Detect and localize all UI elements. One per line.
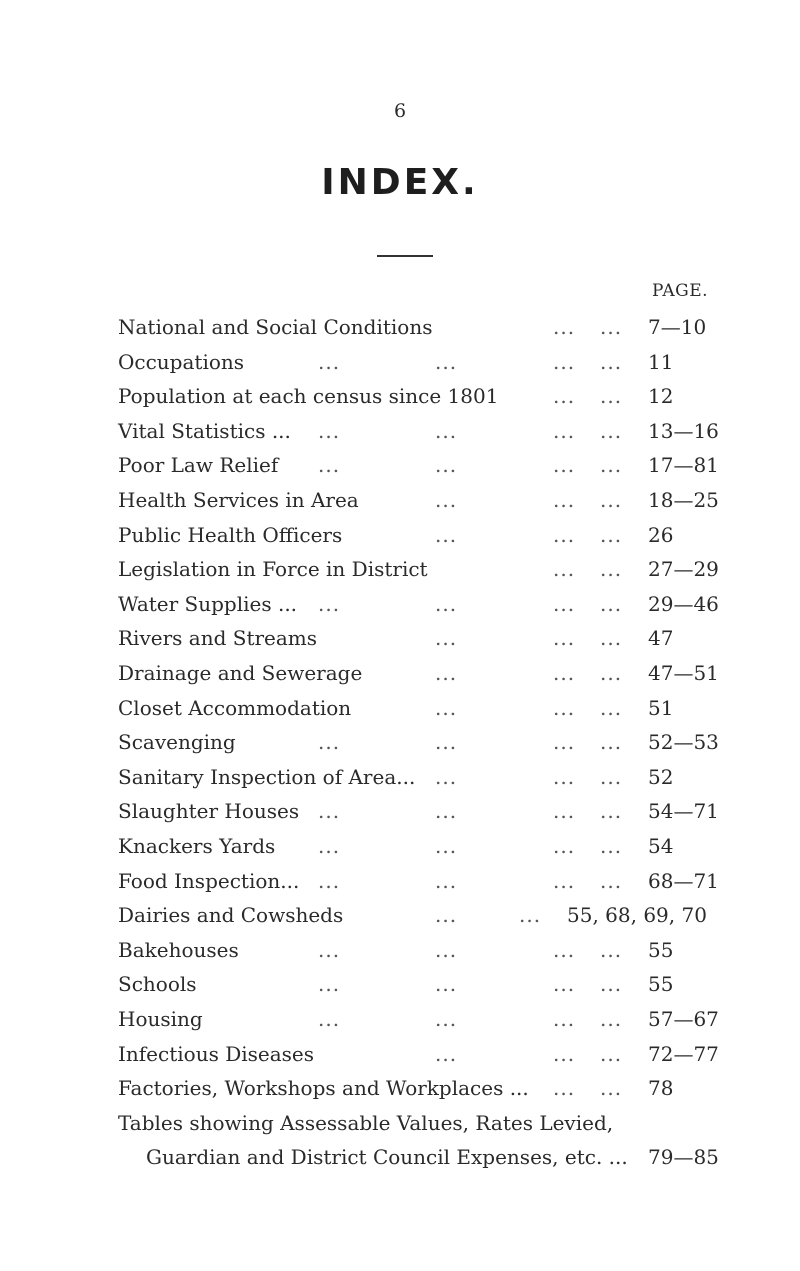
index-entry-label: Drainage and Sewerage bbox=[118, 661, 363, 685]
index-entry bbox=[0, 658, 800, 688]
index-entry bbox=[0, 347, 800, 377]
index-entry-page: 26 bbox=[648, 522, 674, 547]
dot-leader: ... bbox=[600, 1007, 623, 1031]
dot-leader: ... bbox=[318, 730, 341, 755]
index-entry-page: 18—25 bbox=[648, 488, 719, 512]
dot-leader: ... bbox=[600, 488, 623, 512]
index-entry-page: 11 bbox=[648, 349, 674, 374]
dot-leader: ... bbox=[600, 591, 623, 616]
dot-leader: ... bbox=[600, 626, 623, 651]
index-entry-page: 79—85 bbox=[648, 1145, 719, 1170]
index-entry bbox=[0, 381, 800, 411]
index-entry-label: Occupations bbox=[118, 349, 245, 374]
dot-leader: ... bbox=[600, 972, 623, 997]
dot-leader: ... bbox=[553, 1041, 576, 1066]
index-entry-label: Rivers and Streams bbox=[118, 626, 318, 651]
dot-leader: ... bbox=[435, 418, 458, 443]
dot-leader: ... bbox=[600, 384, 623, 409]
index-entry-page: 55 bbox=[648, 937, 674, 962]
index-entry bbox=[0, 900, 800, 930]
index-entry bbox=[0, 312, 800, 342]
dot-leader: ... bbox=[600, 764, 623, 789]
index-entry bbox=[0, 727, 800, 757]
dot-leader: ... bbox=[435, 1007, 458, 1031]
dot-leader: ... bbox=[553, 730, 576, 755]
dot-leader: ... bbox=[435, 488, 458, 512]
index-entry bbox=[0, 1004, 800, 1034]
dot-leader: ... bbox=[435, 834, 458, 858]
index-entry bbox=[0, 1073, 800, 1103]
dot-leader: ... bbox=[435, 349, 458, 374]
index-entry-page: 72—77 bbox=[648, 1041, 719, 1066]
dot-leader: ... bbox=[553, 1076, 576, 1101]
dot-leader: ... bbox=[553, 591, 576, 616]
dot-leader: ... bbox=[435, 903, 458, 928]
dot-leader: ... bbox=[435, 937, 458, 962]
dot-leader: ... bbox=[553, 453, 576, 478]
index-entry-label: Slaughter Houses bbox=[118, 799, 300, 824]
dot-leader: ... bbox=[600, 315, 623, 339]
index-entry bbox=[0, 762, 800, 792]
index-entry bbox=[0, 866, 800, 896]
index-entry-label: Food Inspection... bbox=[118, 868, 300, 893]
index-entry bbox=[0, 1108, 800, 1138]
index-entry-label: Health Services in Area bbox=[118, 488, 359, 512]
dot-leader: ... bbox=[600, 695, 623, 720]
page-column-header: PAGE. bbox=[651, 281, 709, 301]
index-entry-page: 68—71 bbox=[648, 868, 719, 893]
index-entry-label: Public Health Officers bbox=[118, 522, 343, 547]
dot-leader: ... bbox=[553, 1007, 576, 1031]
dot-leader: ... bbox=[318, 799, 341, 824]
dot-leader: ... bbox=[318, 937, 341, 962]
dot-leader: ... bbox=[553, 315, 576, 339]
dot-leader: ... bbox=[553, 868, 576, 893]
dot-leader: ... bbox=[318, 453, 341, 478]
dot-leader: ... bbox=[600, 730, 623, 755]
page-number: 6 bbox=[393, 100, 407, 122]
dot-leader: ... bbox=[600, 418, 623, 443]
dot-leader: ... bbox=[553, 418, 576, 443]
index-entry-label: Bakehouses bbox=[118, 937, 239, 962]
title-divider bbox=[377, 255, 433, 257]
dot-leader: ... bbox=[553, 695, 576, 720]
dot-leader: ... bbox=[553, 522, 576, 547]
index-entry-label: Sanitary Inspection of Area... bbox=[118, 764, 416, 789]
dot-leader: ... bbox=[435, 868, 458, 893]
index-entry-page: 57—67 bbox=[648, 1007, 719, 1031]
dot-leader: ... bbox=[318, 591, 341, 616]
index-entry bbox=[0, 1142, 800, 1172]
dot-leader: ... bbox=[435, 730, 458, 755]
index-entry-page: 55, 68, 69, 70 bbox=[567, 903, 707, 928]
dot-leader: ... bbox=[435, 799, 458, 824]
index-entry-page: 27—29 bbox=[648, 557, 719, 582]
dot-leader: ... bbox=[600, 661, 623, 685]
index-entry-page: 55 bbox=[648, 972, 674, 997]
index-entry bbox=[0, 693, 800, 723]
index-entry-label: Infectious Diseases bbox=[118, 1041, 315, 1066]
index-entry-page: 47—51 bbox=[648, 661, 719, 685]
dot-leader: ... bbox=[553, 557, 576, 582]
index-entry-label: Scavenging bbox=[118, 730, 236, 755]
index-entry-label: Schools bbox=[118, 972, 197, 997]
index-entry bbox=[0, 589, 800, 619]
index-entry-label: Tables showing Assessable Values, Rates Levied, bbox=[118, 1110, 614, 1135]
dot-leader: ... bbox=[553, 384, 576, 409]
index-entry-page: 52—53 bbox=[648, 730, 719, 755]
index-entry bbox=[0, 1039, 800, 1069]
dot-leader: ... bbox=[519, 903, 542, 928]
index-entry bbox=[0, 935, 800, 965]
dot-leader: ... bbox=[318, 972, 341, 997]
dot-leader: ... bbox=[435, 522, 458, 547]
index-entry-label: Closet Accommodation bbox=[118, 695, 352, 720]
index-entry bbox=[0, 520, 800, 550]
index-entry bbox=[0, 450, 800, 480]
index-entry-label: National and Social Conditions bbox=[118, 315, 433, 339]
dot-leader: ... bbox=[553, 661, 576, 685]
index-entry-label: Poor Law Relief bbox=[118, 453, 279, 478]
dot-leader: ... bbox=[435, 626, 458, 651]
dot-leader: ... bbox=[553, 937, 576, 962]
dot-leader: ... bbox=[600, 349, 623, 374]
dot-leader: ... bbox=[318, 349, 341, 374]
dot-leader: ... bbox=[553, 764, 576, 789]
dot-leader: ... bbox=[600, 868, 623, 893]
index-entry bbox=[0, 831, 800, 861]
index-entry bbox=[0, 969, 800, 999]
index-entry-page: 7—10 bbox=[648, 315, 707, 339]
index-entry-page: 13—16 bbox=[648, 418, 719, 443]
index-entry-label: Guardian and District Council Expenses, etc. ... bbox=[146, 1145, 628, 1170]
index-entry bbox=[0, 796, 800, 826]
dot-leader: ... bbox=[435, 453, 458, 478]
index-entry-label: Water Supplies ... bbox=[118, 591, 298, 616]
index-entry-page: 78 bbox=[648, 1076, 674, 1101]
dot-leader: ... bbox=[600, 1041, 623, 1066]
index-entry-page: 29—46 bbox=[648, 591, 719, 616]
index-entry-label: Housing bbox=[118, 1007, 203, 1031]
dot-leader: ... bbox=[600, 557, 623, 582]
index-entry-page: 52 bbox=[648, 764, 674, 789]
dot-leader: ... bbox=[435, 591, 458, 616]
dot-leader: ... bbox=[318, 868, 341, 893]
dot-leader: ... bbox=[435, 972, 458, 997]
index-entry bbox=[0, 416, 800, 446]
index-entry-page: 12 bbox=[648, 384, 674, 409]
index-entry-label: Dairies and Cowsheds bbox=[118, 903, 344, 928]
dot-leader: ... bbox=[600, 453, 623, 478]
dot-leader: ... bbox=[435, 661, 458, 685]
index-entry-page: 51 bbox=[648, 695, 674, 720]
index-entry-label: Knackers Yards bbox=[118, 834, 276, 858]
dot-leader: ... bbox=[600, 834, 623, 858]
index-entry-label: Factories, Workshops and Workplaces ... bbox=[118, 1076, 529, 1101]
dot-leader: ... bbox=[435, 695, 458, 720]
dot-leader: ... bbox=[318, 1007, 341, 1031]
dot-leader: ... bbox=[553, 834, 576, 858]
index-entry-page: 17—81 bbox=[648, 453, 719, 478]
dot-leader: ... bbox=[553, 626, 576, 651]
index-entry bbox=[0, 623, 800, 653]
dot-leader: ... bbox=[318, 834, 341, 858]
index-entry-label: Legislation in Force in District bbox=[118, 557, 428, 582]
dot-leader: ... bbox=[600, 937, 623, 962]
dot-leader: ... bbox=[600, 522, 623, 547]
index-title: INDEX. bbox=[321, 162, 479, 203]
dot-leader: ... bbox=[318, 418, 341, 443]
index-entry bbox=[0, 485, 800, 515]
dot-leader: ... bbox=[553, 972, 576, 997]
index-entry bbox=[0, 554, 800, 584]
index-entry-label: Vital Statistics ... bbox=[118, 418, 291, 443]
index-entry-page: 54—71 bbox=[648, 799, 719, 824]
index-entry-page: 47 bbox=[648, 626, 674, 651]
dot-leader: ... bbox=[553, 799, 576, 824]
dot-leader: ... bbox=[600, 799, 623, 824]
index-entry-label: Population at each census since 1801 bbox=[118, 384, 499, 409]
dot-leader: ... bbox=[553, 349, 576, 374]
dot-leader: ... bbox=[553, 488, 576, 512]
index-entry-page: 54 bbox=[648, 834, 674, 858]
dot-leader: ... bbox=[435, 1041, 458, 1066]
dot-leader: ... bbox=[600, 1076, 623, 1101]
dot-leader: ... bbox=[435, 764, 458, 789]
